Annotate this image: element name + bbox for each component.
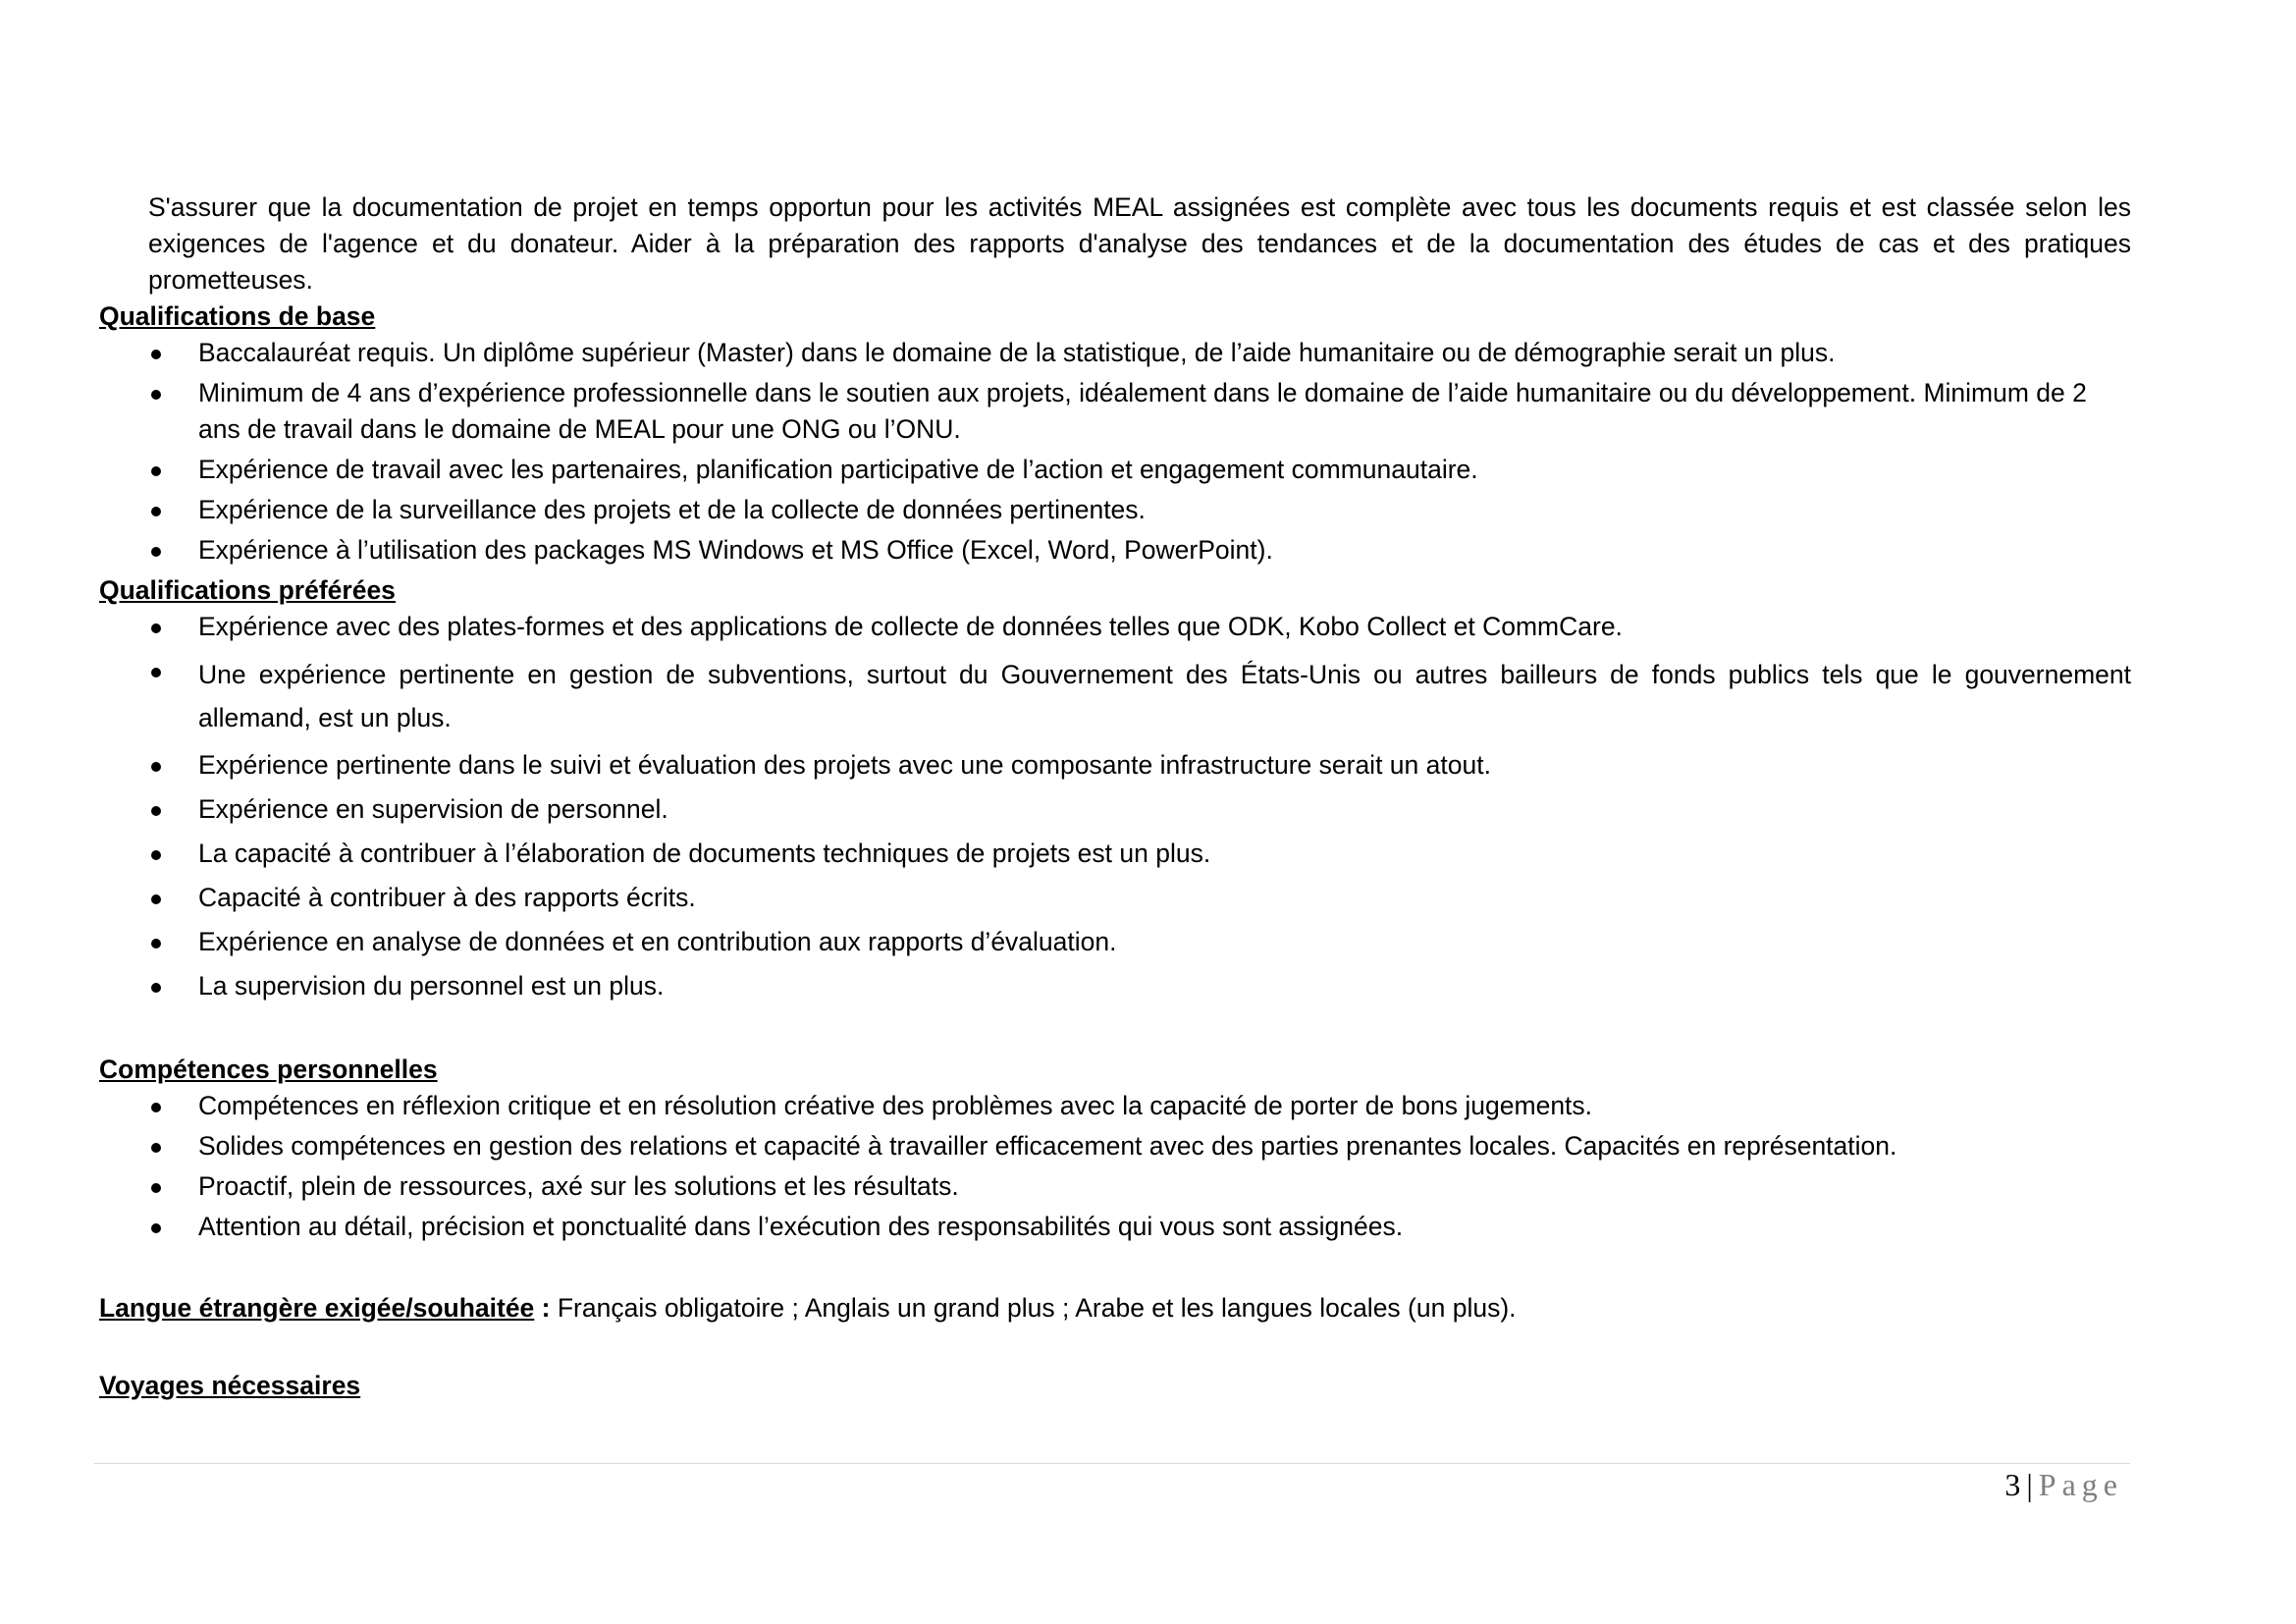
- list-item: La capacité à contribuer à l’élaboration de documents techniques de projets est un plus.: [99, 836, 2131, 872]
- list-item: La supervision du personnel est un plus.: [99, 968, 2131, 1004]
- page-content: [99, 189, 2131, 1404]
- list-item: Une expérience pertinente en gestion de subventions, surtout du Gouvernement des États-Unis ou autres bailleurs de fonds publics tels que le gouvernement allemand, est un plus.: [99, 653, 2131, 739]
- list-item: Expérience en supervision de personnel.: [99, 791, 2131, 828]
- list-item: Expérience avec des plates-formes et des applications de collecte de données telles que ODK, Kobo Collect et CommCare.: [99, 609, 2131, 645]
- list-item: Compétences en réflexion critique et en résolution créative des problèmes avec la capacité de porter de bons jugements.: [99, 1088, 2131, 1124]
- list-item: Expérience de la surveillance des projets et de la collecte de données pertinentes.: [99, 492, 2131, 528]
- spacer: [99, 1326, 2131, 1368]
- base-qualifications-list: [99, 335, 2131, 568]
- section-heading-travel: Voyages nécessaires: [99, 1371, 361, 1400]
- page-number: 3: [2004, 1467, 2021, 1502]
- language-line: [99, 1290, 2131, 1326]
- language-text: Français obligatoire ; Anglais un grand plus ; Arabe et les langues locales (un plus).: [550, 1293, 1517, 1323]
- footer-divider: [94, 1463, 2130, 1464]
- section-heading-personal-skills: Compétences personnelles: [99, 1055, 438, 1084]
- page-footer: [2004, 1467, 2123, 1503]
- page-word: Page: [2038, 1467, 2123, 1502]
- language-colon: :: [534, 1293, 551, 1323]
- list-item: Expérience à l’utilisation des packages MS Windows et MS Office (Excel, Word, PowerPoint).: [99, 532, 2131, 568]
- section-heading-preferred-qualifications: Qualifications préférées: [99, 575, 396, 605]
- section-heading-language: Langue étrangère exigée/souhaitée: [99, 1293, 535, 1323]
- list-item: Proactif, plein de ressources, axé sur les solutions et les résultats.: [99, 1168, 2131, 1205]
- page-separator: |: [2026, 1467, 2033, 1502]
- list-item: Expérience de travail avec les partenaires, planification participative de l’action et engagement communautaire.: [99, 452, 2131, 488]
- intro-paragraph: S'assurer que la documentation de projet en temps opportun pour les activités MEAL assignées est complète avec tous les documents requis et est classée selon les exigences de l'agence et du donateur. Aider à la préparation des rapports d'analyse des tendances et de la documentation des études de cas et des pratiques prometteuses.: [148, 192, 2131, 295]
- list-item: Expérience en analyse de données et en contribution aux rapports d’évaluation.: [99, 924, 2131, 960]
- section-heading-base-qualifications: Qualifications de base: [99, 301, 376, 331]
- list-item: Attention au détail, précision et ponctualité dans l’exécution des responsabilités qui vous sont assignées.: [99, 1209, 2131, 1245]
- list-item: Capacité à contribuer à des rapports écrits.: [99, 880, 2131, 916]
- list-item: Minimum de 4 ans d’expérience professionnelle dans le soutien aux projets, idéalement dans le domaine de l’aide humanitaire ou du développement. Minimum de 2 ans de travail dans le domaine de MEAL pour une ONG ou l’ONU.: [99, 375, 2131, 448]
- spacer: [99, 1012, 2131, 1052]
- preferred-qualifications-list: [99, 609, 2131, 1004]
- list-item: Baccalauréat requis. Un diplôme supérieur (Master) dans le domaine de la statistique, de l’aide humanitaire ou de démographie serait un plus.: [99, 335, 2131, 371]
- spacer: [99, 1249, 2131, 1290]
- list-item: Expérience pertinente dans le suivi et évaluation des projets avec une composante infrastructure serait un atout.: [99, 747, 2131, 784]
- list-item: Solides compétences en gestion des relations et capacité à travailler efficacement avec des parties prenantes locales. Capacités en représentation.: [99, 1128, 2131, 1164]
- personal-skills-list: [99, 1088, 2131, 1245]
